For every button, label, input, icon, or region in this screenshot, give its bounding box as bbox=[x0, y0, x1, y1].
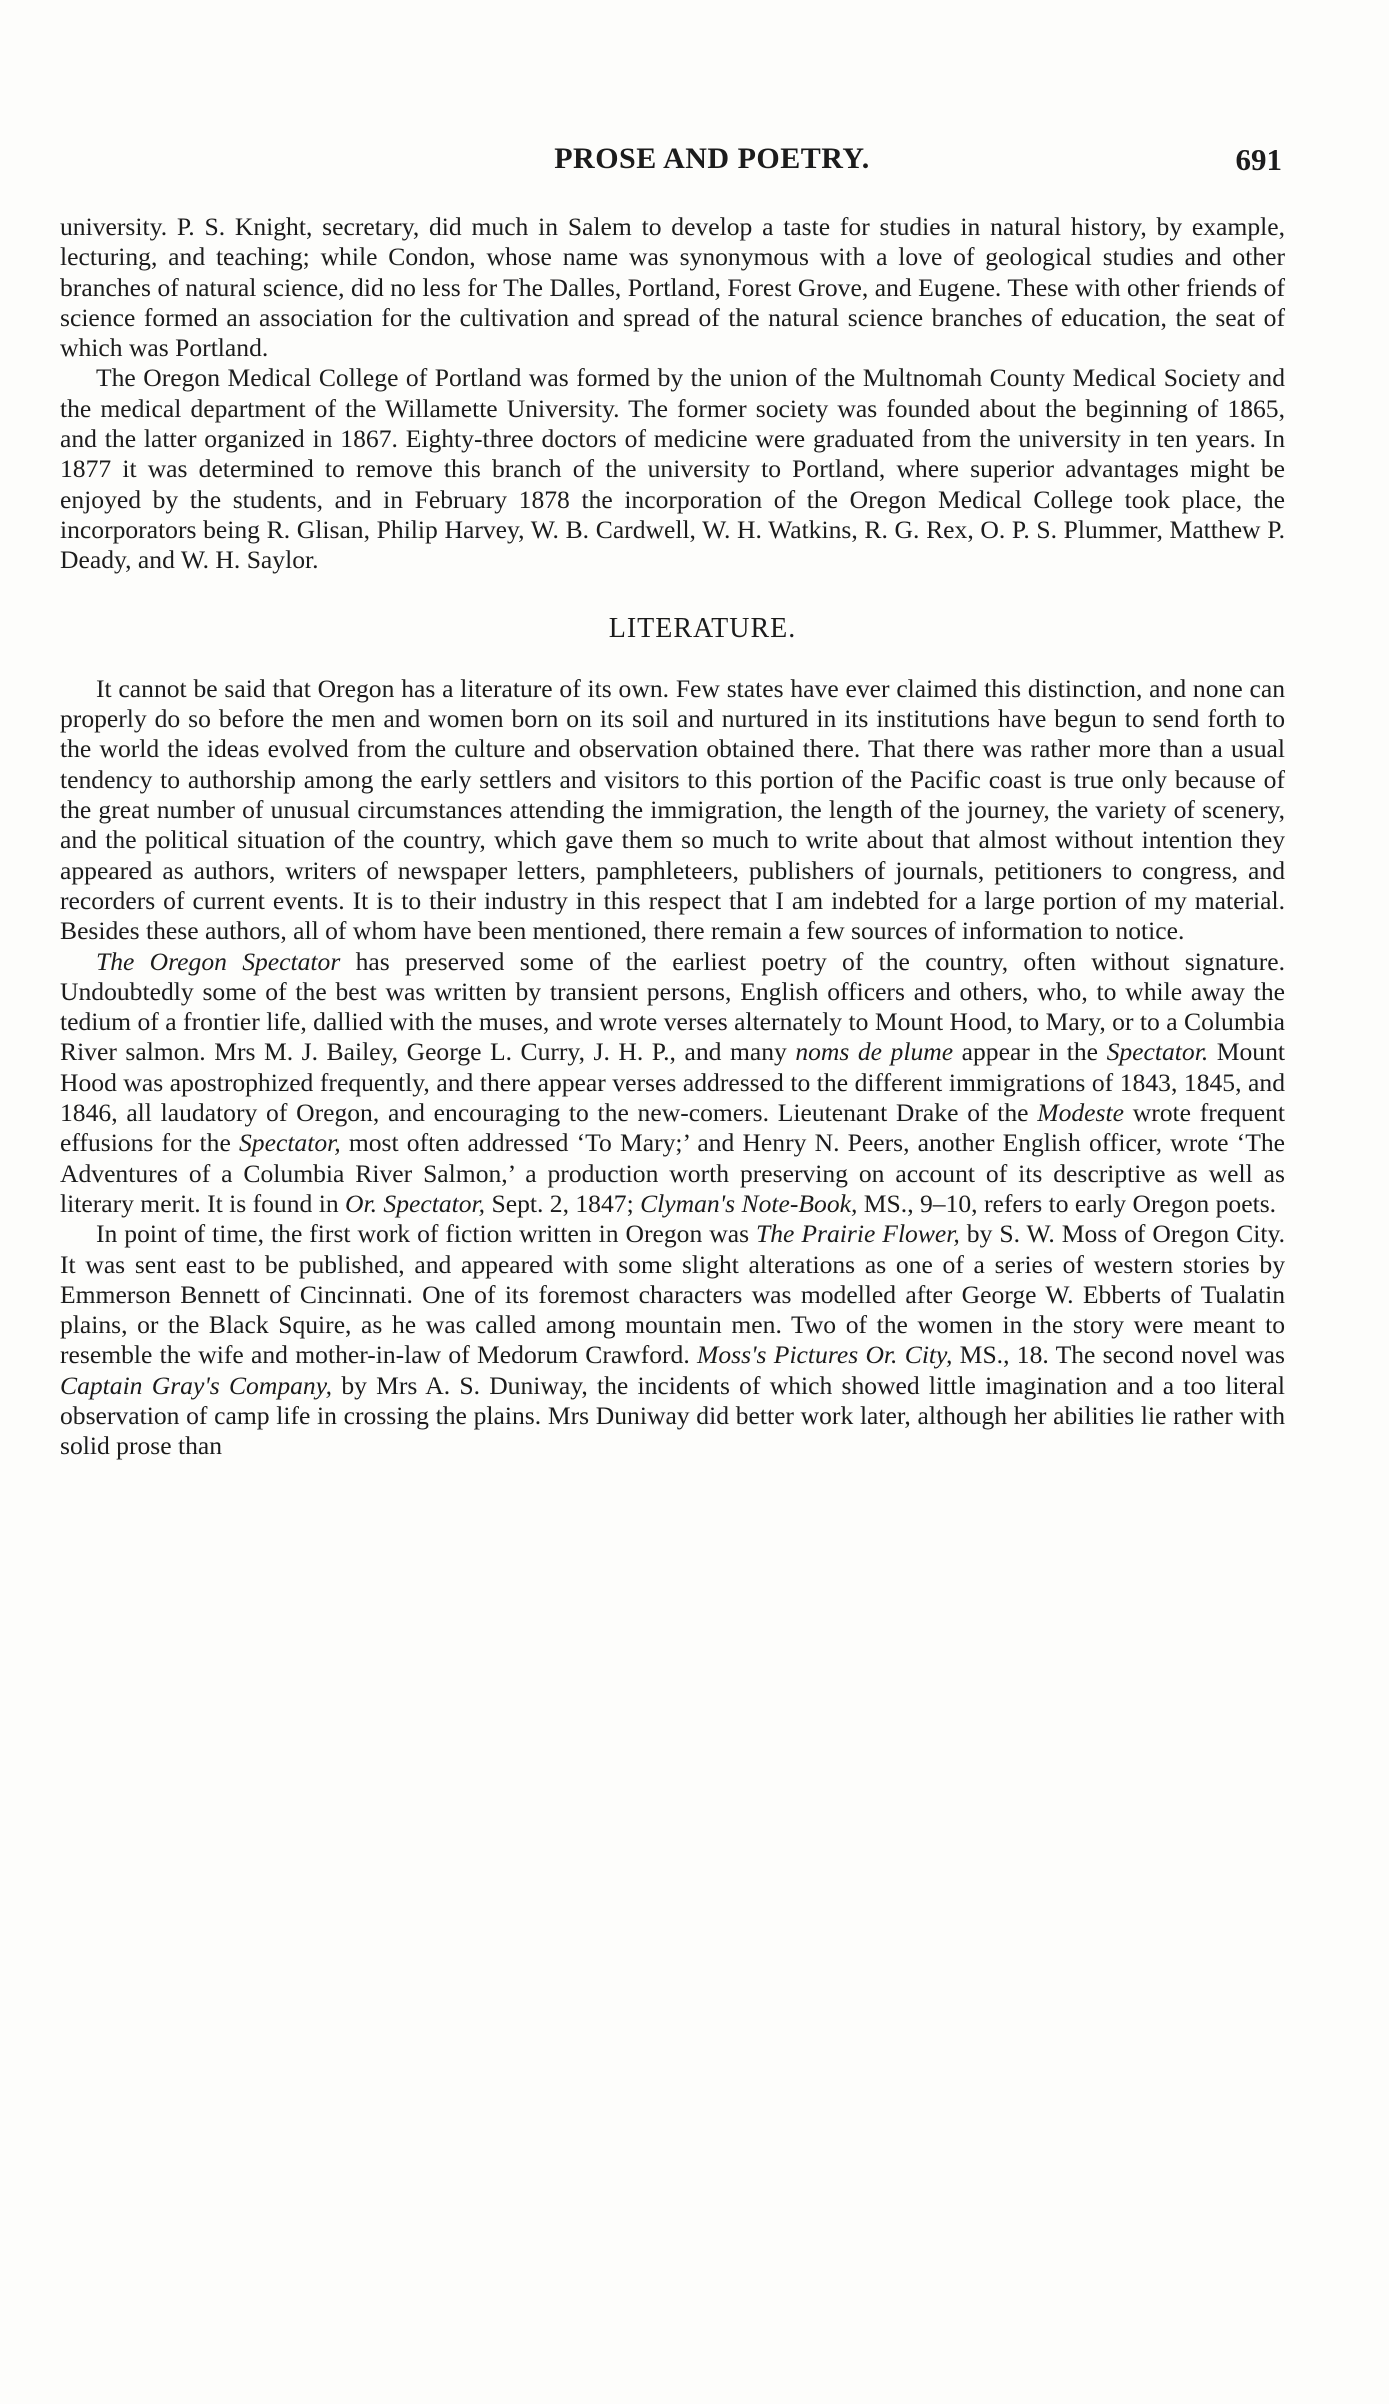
text-run: has preserved some of the earliest poetry of the country, often without signature. Undoubtedly some of the best was written by transient persons, English officers and others, who, to while away the tedium of a frontier life, dallied with the muses, and wrote verses alternately to Mount Hood, to Mary, or to a Columbia River salmon. Mrs M. J. Bailey, George L. Curry, J. H. P., and many bbox=[60, 946, 1285, 1067]
italic-title: Captain Gray's Company, bbox=[60, 1370, 333, 1400]
italic-title: The Oregon Spectator bbox=[96, 946, 341, 976]
italic-title: Modeste bbox=[1037, 1098, 1124, 1128]
italic-citation: Or. Spectator, bbox=[345, 1188, 486, 1218]
text-run: by S. W. Moss of Oregon City. It was sent east to be published, and appeared with some slight alterations as one of a series of western stories by Emmerson Bennett of Cincinnati. One of its foremost characters was modelled after George W. Ebberts of Tualatin plains, or the Black Squire, as he was called among mountain men. Two of the women in the story were meant to resemble the wife and mother-in-law of Medorum Crawford. bbox=[60, 1219, 1285, 1370]
italic-phrase: noms de plume bbox=[795, 1037, 954, 1067]
italic-citation: Clyman's Note-Book, bbox=[640, 1188, 858, 1218]
italic-title: The Prairie Flower, bbox=[756, 1219, 960, 1249]
paragraph-first-fiction bbox=[60, 1219, 1285, 1461]
text-run: In point of time, the first work of fiction written in Oregon was bbox=[96, 1219, 757, 1249]
page-body bbox=[60, 212, 1285, 1462]
text-run: Mount Hood was apostrophized frequently, and there appear verses addressed to the different immigrations of 1843, 1845, and 1846, all laudatory of Oregon, and encouraging to the new-comers. Lieutenant Drake of the bbox=[60, 1037, 1285, 1128]
paragraph-literature-intro: It cannot be said that Oregon has a literature of its own. Few states have ever claimed this distinction, and none can properly do so before the men and women born on its soil and nurtured in its institutions have begun to send forth to the world the ideas evolved from the culture and observation obtained there. That there was rather more than a usual tendency to authorship among the early settlers and visitors to this portion of the Pacific coast is true only because of the great number of unusual circumstances attending the immigration, the length of the journey, the variety of scenery, and the political situation of the country, which gave them so much to write about that almost without intention they appeared as authors, writers of newspaper letters, pamphleteers, publishers of journals, petitioners to congress, and recorders of current events. It is to their industry in this respect that I am indebted for a large portion of my material. Besides these authors, all of whom have been mentioned, there remain a few sources of information to notice. bbox=[60, 673, 1285, 946]
paragraph-university: university. P. S. Knight, secretary, did much in Salem to develop a taste for studies in natural history, by example, lecturing, and teaching; while Condon, whose name was synonymous with a love of geological studies and other branches of natural science, did no less for The Dalles, Portland, Forest Grove, and Eugene. These with other friends of science formed an association for the cultivation and spread of the natural science branches of education, the seat of which was Portland. bbox=[60, 212, 1285, 363]
text-run: Sept. 2, 1847; bbox=[485, 1188, 641, 1218]
text-run: MS., 9–10, refers to early Oregon poets. bbox=[857, 1188, 1277, 1218]
italic-title: Spectator, bbox=[239, 1128, 341, 1158]
running-title: PROSE AND POETRY. bbox=[554, 142, 870, 175]
text-run: most often addressed ‘To Mary;’ and Henry N. Peers, another English officer, wrote ‘The Adventures of a Columbia River Salmon,’ a production worth preserving on account of its descriptive as well as literary merit. It is found in bbox=[60, 1128, 1285, 1218]
italic-citation: Moss's Pictures Or. City, bbox=[697, 1340, 953, 1370]
text-run: appear in the bbox=[953, 1037, 1107, 1067]
page-number: 691 bbox=[1235, 142, 1282, 177]
paragraph-medical-college: The Oregon Medical College of Portland was formed by the union of the Multnomah County Medical Society and the medical department of the Willamette University. The former society was founded about the beginning of 1865, and the latter organized in 1867. Eighty-three doctors of medicine were graduated from the university in ten years. In 1877 it was determined to remove this branch of the university to Portland, where superior advantages might be enjoyed by the students, and in February 1878 the incorporation of the Oregon Medical College took place, the incorporators being R. Glisan, Philip Harvey, W. B. Cardwell, W. H. Watkins, R. G. Rex, O. P. S. Plummer, Matthew P. Deady, and W. H. Saylor. bbox=[60, 363, 1285, 575]
text-run: MS., 18. The second novel was bbox=[952, 1340, 1285, 1370]
running-head bbox=[62, 142, 1282, 186]
section-heading-literature: LITERATURE. bbox=[608, 612, 797, 644]
italic-title: Spectator. bbox=[1106, 1037, 1209, 1067]
paragraph-spectator-poetry bbox=[60, 947, 1285, 1220]
text-run: wrote frequent effusions for the bbox=[60, 1098, 1285, 1158]
text-run: by Mrs A. S. Duniway, the incidents of which showed little imagination and a too literal observation of camp life in crossing the plains. Mrs Duniway did better work later, although her abilities lie rather with solid prose than bbox=[60, 1370, 1285, 1461]
